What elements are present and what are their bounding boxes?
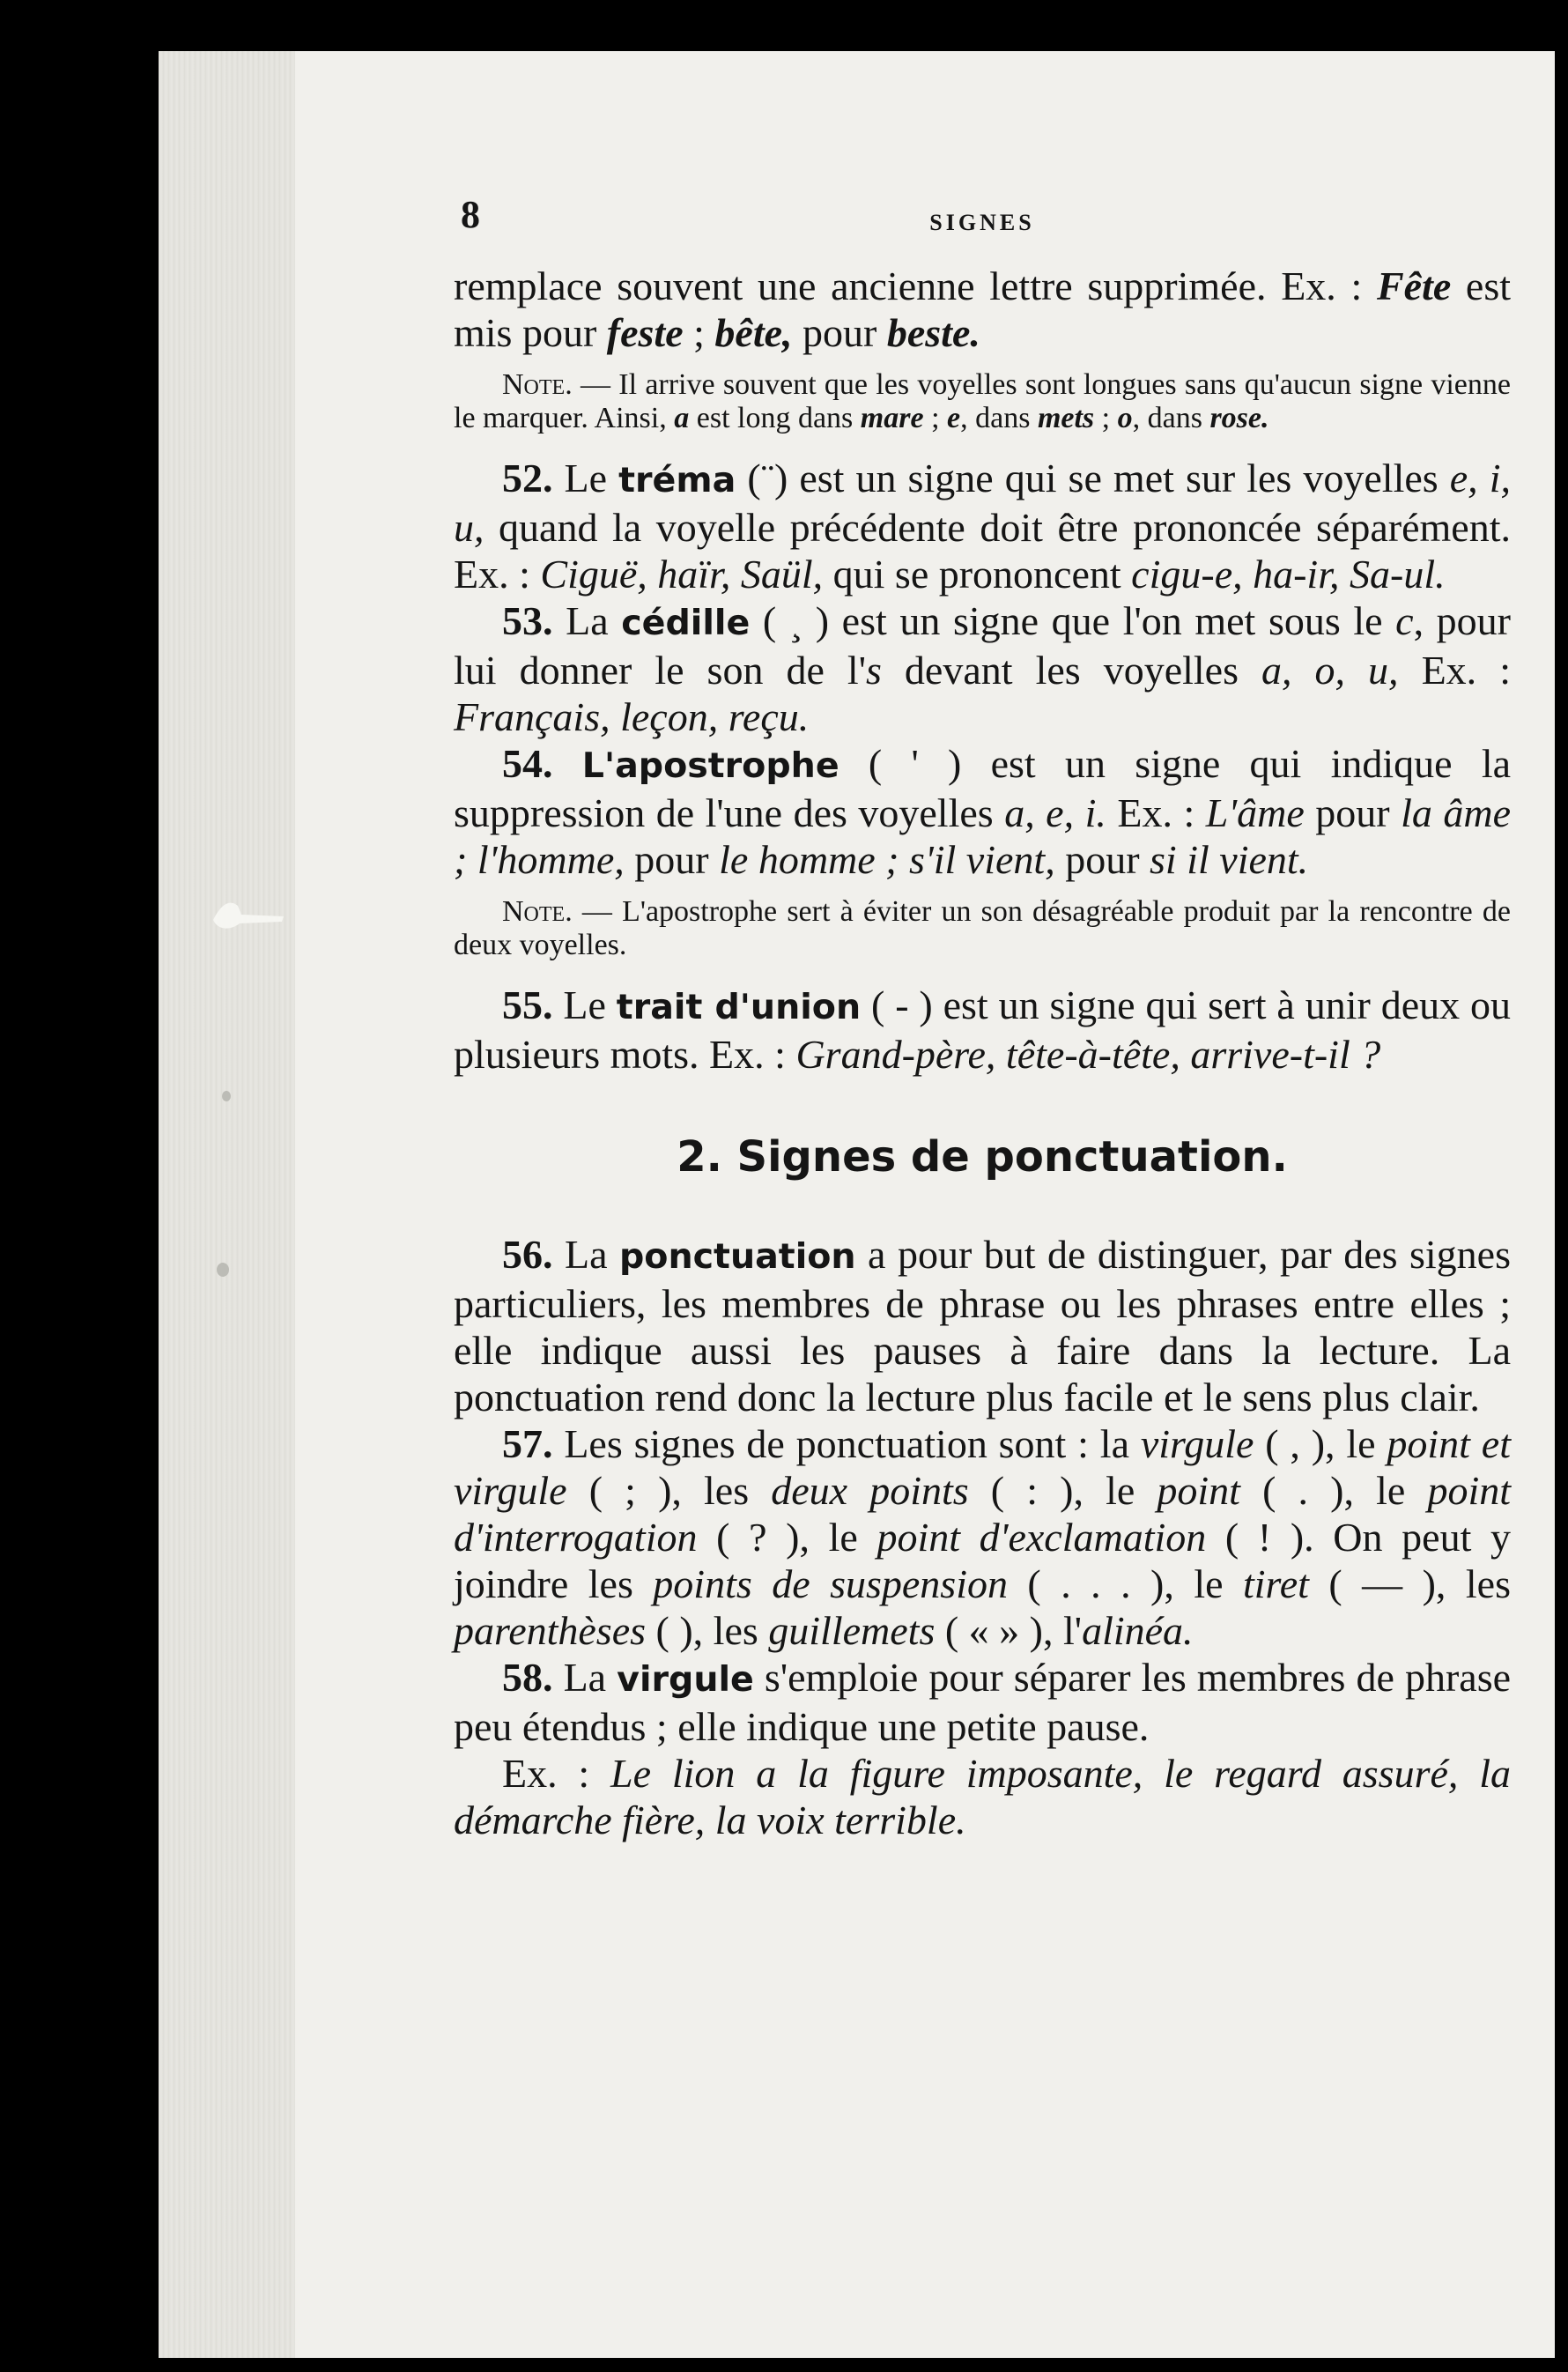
margin-speck	[217, 1263, 229, 1277]
paragraph-57-signes: 57. Les signes de ponctuation sont : la virgule ( , ), le point et virgule ( ; ), les deux points ( : ), le point ( . ), le point d'interrogation ( ? ), le point d'exclamation ( ! ). On peut y joindre les points de suspension ( . . . ), le tiret ( — ), les parenthèses ( ), les guillemets ( « » ), l'alinéa.	[454, 1421, 1511, 1653]
page-gutter	[159, 51, 295, 2358]
paragraph-58-virgule: 58. La virgule s'emploie pour séparer les membres de phrase peu étendus ; elle indique une petite pause.	[454, 1655, 1512, 1749]
example-sentence: Ex. : Le lion a la figure imposante, le regard assuré, la démarche fière, la voix terrible.	[454, 1751, 1512, 1842]
running-title: SIGNES	[929, 210, 1035, 235]
margin-speck	[222, 1091, 231, 1101]
page-header	[454, 192, 1511, 263]
continuation-paragraph: remplace souvent une ancienne lettre supprimée. Ex. : Fête est mis pour feste ; bête, pour beste.	[454, 263, 1512, 355]
page-number: 8	[461, 193, 480, 236]
paragraph-56-ponctuation: 56. La ponctuation a pour but de distinguer, par des signes particuliers, les membres de phrase ou les phrases entre elles ; elle indique aussi les pauses à faire dans la lecture. La ponctuation rend donc la lecture plus facile et le sens plus clair.	[454, 1232, 1512, 1419]
page-text	[454, 192, 1511, 1843]
note-apostrophe: Note. — L'apostrophe sert à éviter un son désagréable produit par la rencontre de deux voyelles.	[454, 895, 1511, 961]
paragraph-54-apostrophe: 54. L'apostrophe ( ' ) est un signe qui indique la suppression de l'une des voyelles a, e, i. Ex. : L'âme pour la âme ; l'homme, pour le homme ; s'il vient, pour si il vient.	[454, 741, 1512, 882]
paragraph-53-cedille: 53. La cédille ( ¸ ) est un signe que l'on met sous le c, pour lui donner le son de l's devant les voyelles a, o, u, Ex. : Français, leçon, reçu.	[454, 598, 1511, 739]
margin-ink-mark	[204, 895, 288, 932]
book-page	[159, 51, 1555, 2358]
paragraph-52-trema: 52. Le tréma (¨) est un signe qui se met sur les voyelles e, i, u, quand la voyelle précédente doit être prononcée séparément. Ex. : Ciguë, haïr, Saül, qui se prononcent cigu-e, ha-ir, Sa-ul.	[454, 456, 1512, 597]
section-heading: 2. Signes de ponctuation.	[677, 1132, 1288, 1182]
paragraph-55-trait-union: 55. Le trait d'union ( - ) est un signe qui sert à unir deux ou plusieurs mots. Ex. : Grand-père, tête-à-tête, arrive-t-il ?	[454, 982, 1511, 1077]
note-vowels: Note. — Il arrive souvent que les voyelles sont longues sans qu'aucun signe vienne le marquer. Ainsi, a est long dans mare ; e, dans mets ; o, dans rose.	[454, 368, 1511, 434]
